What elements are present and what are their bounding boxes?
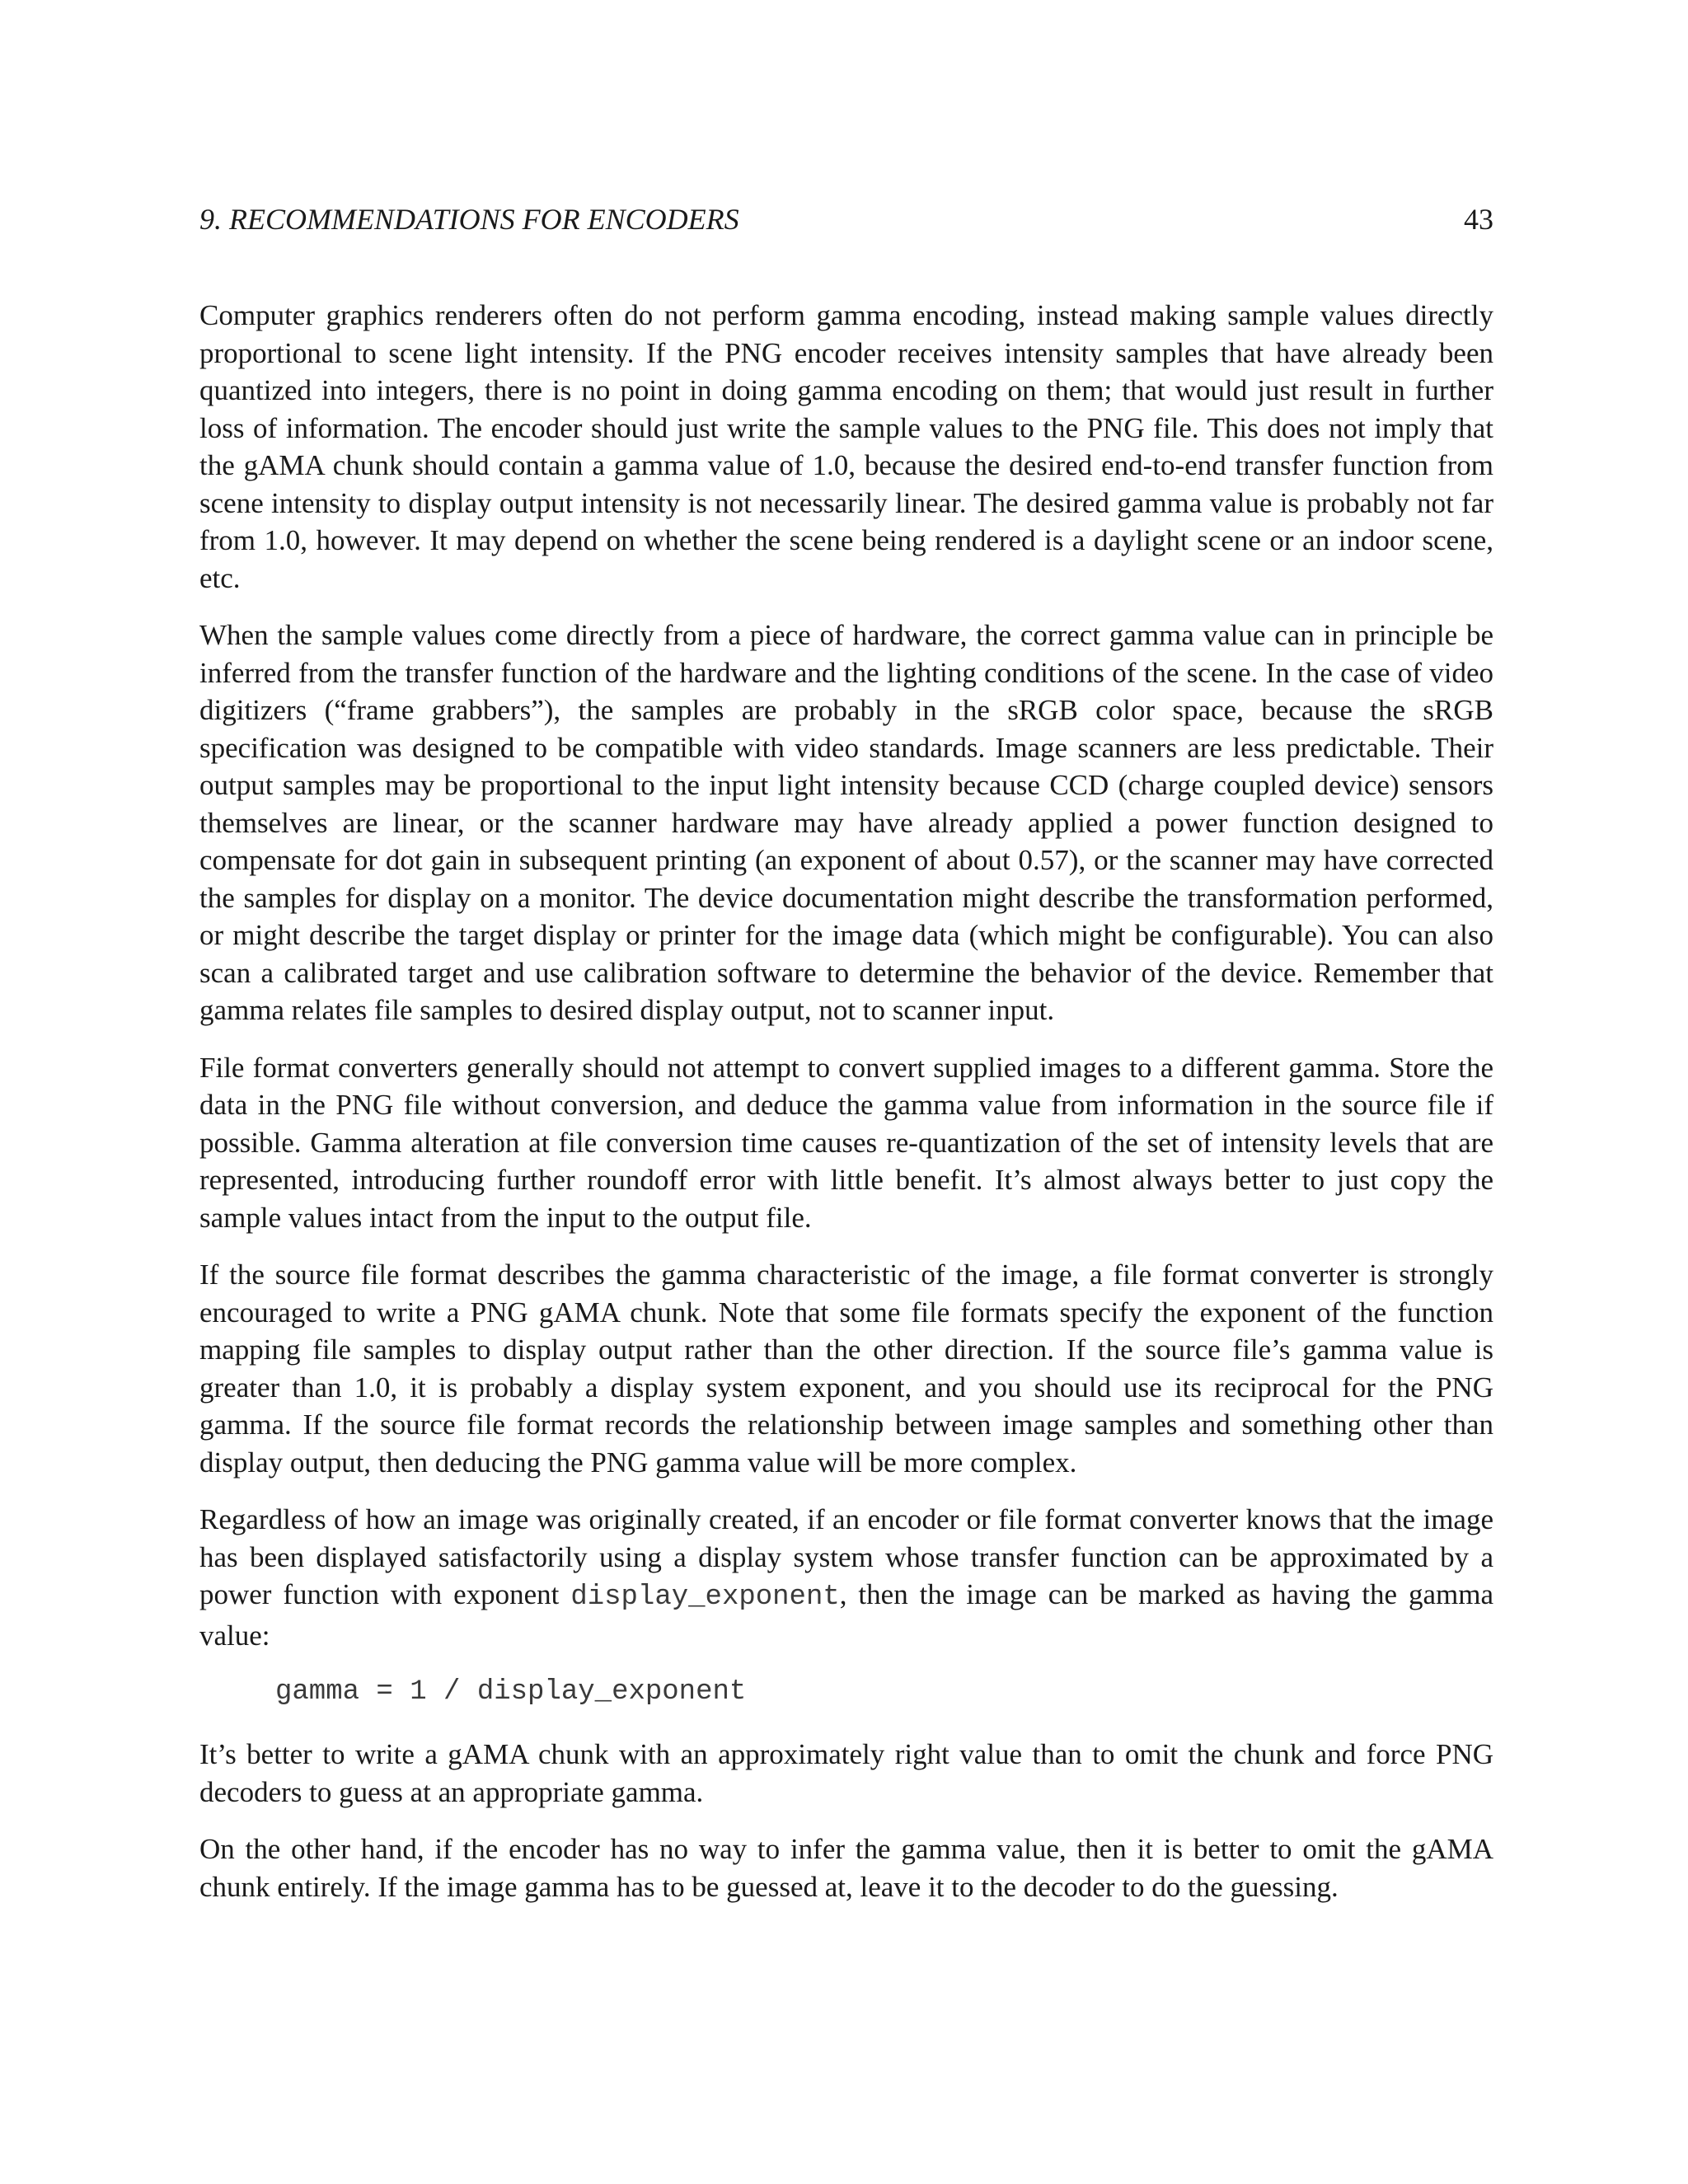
- paragraph-rendering: Computer graphics renderers often do not perform gamma encoding, instead making sample values directly proportional to scene light intensity. If the PNG encoder receives intensity samples that have already been quantized into integers, there is no point in doing gamma encoding on them; that would just result in further loss of information. The encoder should just write the sample values to the PNG file. This does not imply that the gAMA chunk should contain a gamma value of 1.0, because the desired end-to-end transfer function from scene intensity to display output intensity is not necessarily linear. The desired gamma value is probably not far from 1.0, however. It may depend on whether the scene being rendered is a daylight scene or an indoor scene, etc.: [199, 299, 1493, 594]
- paragraph-hardware: When the sample values come directly from a piece of hardware, the correct gamma value can in principle be inferred from the transfer function of the hardware and the lighting conditions of the scene. In the case of video digitizers (“frame grabbers”), the samples are probably in the sRGB color space, because the sRGB specification was designed to be compatible with video standards. Image scanners are less predictable. Their output samples may be proportional to the input light intensity because CCD (charge coupled device) sensors themselves are linear, or the scanner hardware may have already applied a power function designed to compensate for dot gain in subsequent printing (an exponent of about 0.57), or the scanner may have corrected the samples for display on a monitor. The device documentation might describe the transformation performed, or might describe the target display or printer for the image data (which might be configurable). You can also scan a calibrated target and use calibration software to determine the behavior of the device. Remember that gamma relates file samples to desired display output, not to scanner input.: [199, 619, 1493, 1026]
- paragraph-converters: File format converters generally should not attempt to convert supplied images to a different gamma. Store the data in the PNG file without conversion, and deduce the gamma value from information in the source file if possible. Gamma alteration at file conversion time causes re-quantization of the set of intensity levels that are represented, introducing further roundoff error with little benefit. It’s almost always better to just copy the sample values intact from the input to the output file.: [199, 1051, 1493, 1234]
- page-header: [199, 201, 1493, 237]
- gamma-equation: gamma = 1 / display_exponent: [275, 1676, 747, 1708]
- paragraph-display-exponent: [199, 1501, 1493, 1654]
- paragraph-write-gama: It’s better to write a gAMA chunk with an approximately right value than to omit the chunk and force PNG decoders to guess at an appropriate gamma.: [199, 1738, 1493, 1808]
- body-text: [199, 297, 1493, 1925]
- inline-code-display-exponent: display_exponent: [570, 1582, 840, 1613]
- paragraph-display-exponent-text: Regardless of how an image was originally created, if an encoder or file format converter knows that the image has been displayed satisfactorily using a display system whose transfer function can be approximated by a power function with exponent: [199, 1503, 1493, 1610]
- section-title: 9. RECOMMENDATIONS FOR ENCODERS: [199, 203, 739, 236]
- paragraph-display-exponent-text-end: , then the image can be marked as having the gamma value:: [199, 1578, 1494, 1652]
- page-number: 43: [1464, 203, 1493, 236]
- paragraph-omit-gama: On the other hand, if the encoder has no way to infer the gamma value, then it is better to omit the gAMA chunk entirely. If the image gamma has to be guessed at, leave it to the decoder to do the guessing.: [199, 1833, 1493, 1903]
- paragraph-source-format: If the source file format describes the gamma characteristic of the image, a file format converter is strongly encouraged to write a PNG gAMA chunk. Note that some file formats specify the exponent of the function mapping file samples to display output rather than the other direction. If the source file’s gamma value is greater than 1.0, it is probably a display system exponent, and you should use its reciprocal for the PNG gamma. If the source file format records the relationship between image samples and something other than display output, then deducing the PNG gamma value will be more complex.: [199, 1258, 1493, 1479]
